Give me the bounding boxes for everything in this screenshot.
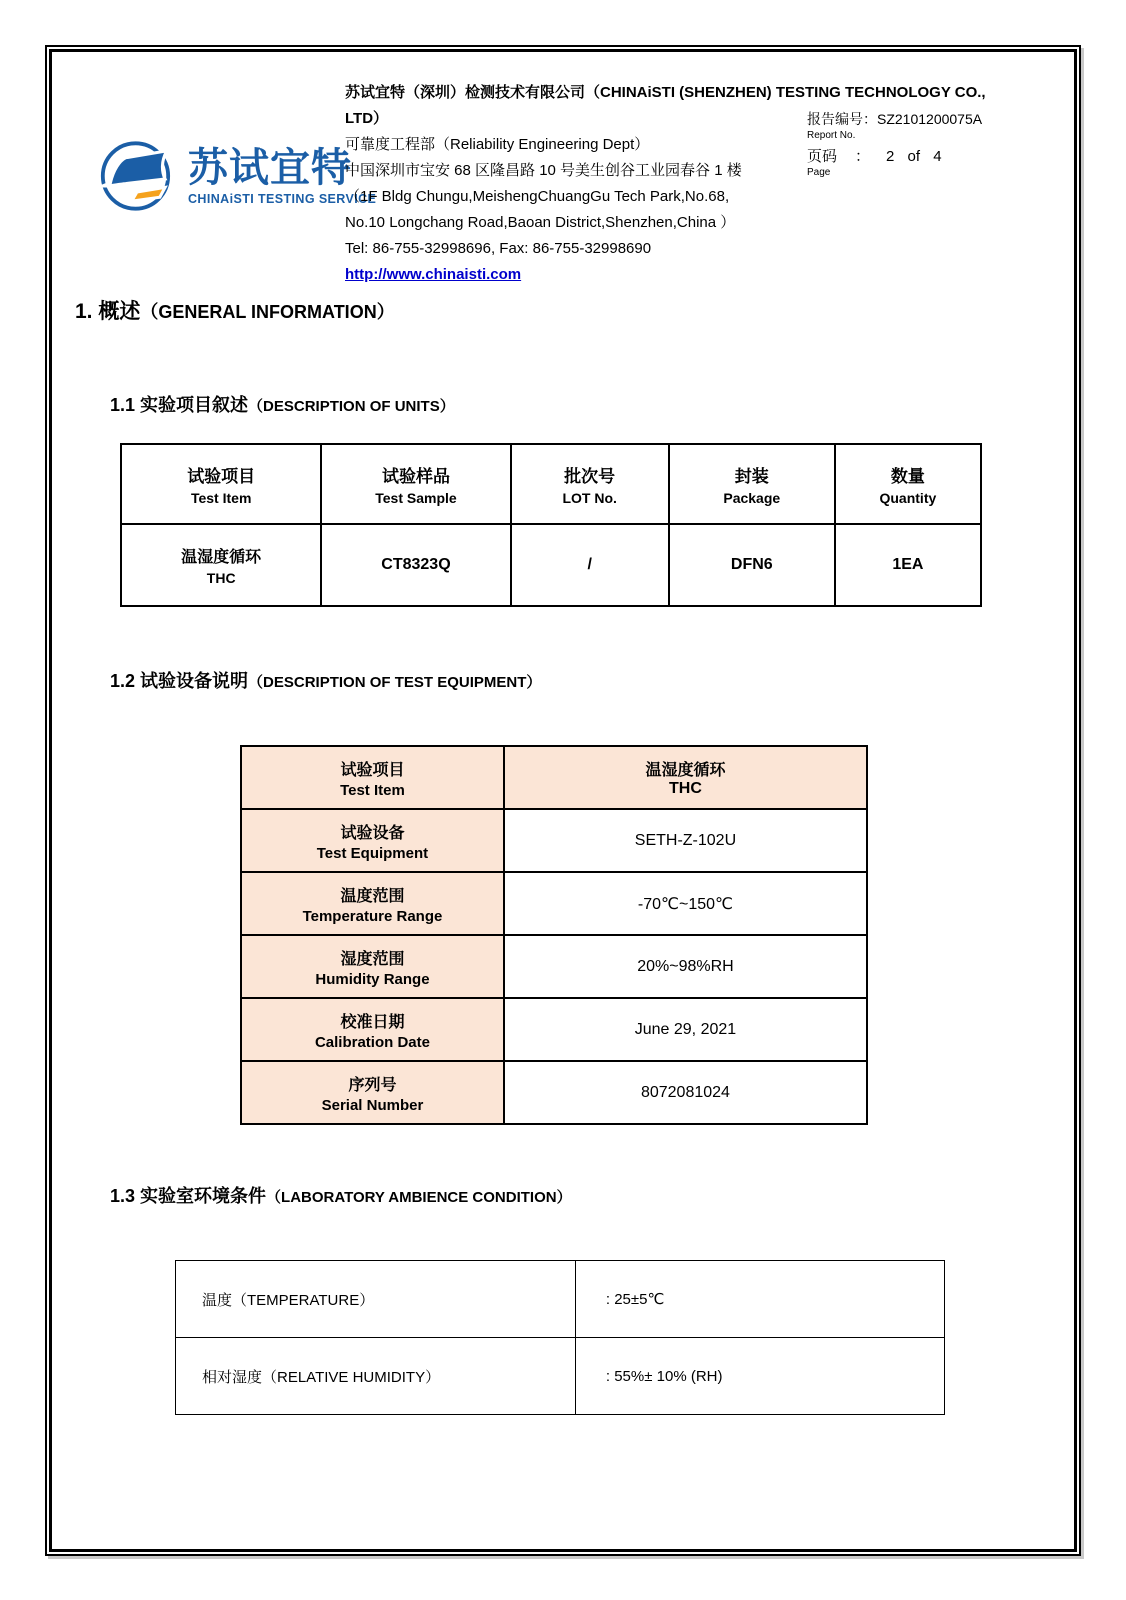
company-name-line2: LTD） [345,110,389,127]
address-english-line1: （1F Bldg Chungu,MeishengChuangGu Tech Park,No.68, [345,188,730,205]
report-number-label: 报告编号： [807,111,877,127]
report-body [52,295,1074,1415]
equipment-label-temperature-range: 温度范围 Temperature Range [241,872,504,935]
page-border-frame-inner [49,49,1077,1552]
ambience-label-relative-humidity: 相对湿度（RELATIVE HUMIDITY） [176,1338,576,1415]
equipment-label-calibration-date: 校准日期 Calibration Date [241,998,504,1061]
ambience-value-temperature: : 25±5℃ [575,1261,944,1338]
page-number-sublabel: Page [807,167,831,178]
section-title-laboratory-ambience-condition: 1.3 实验室环境条件（LABORATORY AMBIENCE CONDITION） [110,1186,572,1206]
page-number-value: 2 of 4 [886,148,942,165]
report-number-row [807,109,1057,129]
units-header-package: 封装 Package [669,444,835,524]
units-header-quantity: 数量 Quantity [835,444,981,524]
company-name-line1: 苏试宜特（深圳）检测技术有限公司（CHINAiSTI (SHENZHEN) TESTING TECHNOLOGY CO., [345,84,986,101]
units-header-test-sample: 试验样品 Test Sample [321,444,510,524]
equipment-value-humidity-range: 20%~98%RH [504,935,867,998]
equipment-value-test-item: 温湿度循环 THC [504,746,867,809]
equipment-value-calibration-date: June 29, 2021 [504,998,867,1061]
page-number-row [807,145,1057,166]
page-number-label: 页码 [807,148,838,165]
page-number-colon: ： [855,148,871,165]
equipment-value-serial-number: 8072081024 [504,1061,867,1124]
section-title-description-of-units: 1.1 实验项目叙述（DESCRIPTION OF UNITS） [110,395,455,415]
company-logo [94,138,376,214]
equipment-label-test-equipment: 试验设备 Test Equipment [241,809,504,872]
report-meta-block [807,109,1057,179]
units-cell-package: DFN6 [669,524,835,606]
report-number-sublabel: Report No. [807,130,856,141]
equipment-row-calibration-date [241,998,867,1061]
equipment-row-temperature-range [241,872,867,935]
section-title-description-of-test-equipment: 1.2 试验设备说明（DESCRIPTION OF TEST EQUIPMENT） [110,671,542,691]
units-header-test-item: 试验项目 Test Item [121,444,321,524]
units-description-table [120,443,982,607]
equipment-row-test-item [241,746,867,809]
units-cell-quantity: 1EA [835,524,981,606]
address-chinese: 中国深圳市宝安 68 区隆昌路 10 号美生创谷工业园春谷 1 楼 [345,162,742,179]
units-table-header-row [121,444,981,524]
ambience-label-temperature: 温度（TEMPERATURE） [176,1261,576,1338]
units-cell-test-item: 温湿度循环 THC [121,524,321,606]
ambience-value-relative-humidity: : 55%± 10% (RH) [575,1338,944,1415]
equipment-row-test-equipment [241,809,867,872]
equipment-row-serial-number [241,1061,867,1124]
equipment-row-humidity-range [241,935,867,998]
units-table-data-row [121,524,981,606]
logo-chinese-name: 苏试宜特 [188,146,352,190]
ambience-row-relative-humidity [176,1338,945,1415]
logo-english-name: CHINAiSTI TESTING SERVICE [188,192,377,206]
units-cell-test-sample: CT8323Q [321,524,510,606]
equipment-value-test-equipment: SETH-Z-102U [504,809,867,872]
test-equipment-table [240,745,868,1125]
equipment-value-temperature-range: -70℃~150℃ [504,872,867,935]
address-english-line2: No.10 Longchang Road,Baoan District,Shenzhen,China ） [345,214,736,231]
equipment-label-serial-number: 序列号 Serial Number [241,1061,504,1124]
equipment-label-humidity-range: 湿度范围 Humidity Range [241,935,504,998]
telephone-fax-line: Tel: 86-755-32998696, Fax: 86-755-32998690 [345,240,652,257]
units-header-lot-no: 批次号 LOT No. [511,444,669,524]
report-number-value: SZ2101200075A [877,111,983,127]
equipment-label-test-item: 试验项目 Test Item [241,746,504,809]
section-title-general-information: 1. 概述（GENERAL INFORMATION） [75,300,395,323]
department-line: 可靠度工程部（Reliability Engineering Dept） [345,136,650,153]
ambience-condition-table [175,1260,945,1415]
units-cell-lot-no: / [511,524,669,606]
company-website-link[interactable]: http://www.chinaisti.com [345,266,522,283]
page-border-frame [45,45,1081,1556]
chinaisti-logo-mark-icon [94,138,180,214]
ambience-row-temperature [176,1261,945,1338]
